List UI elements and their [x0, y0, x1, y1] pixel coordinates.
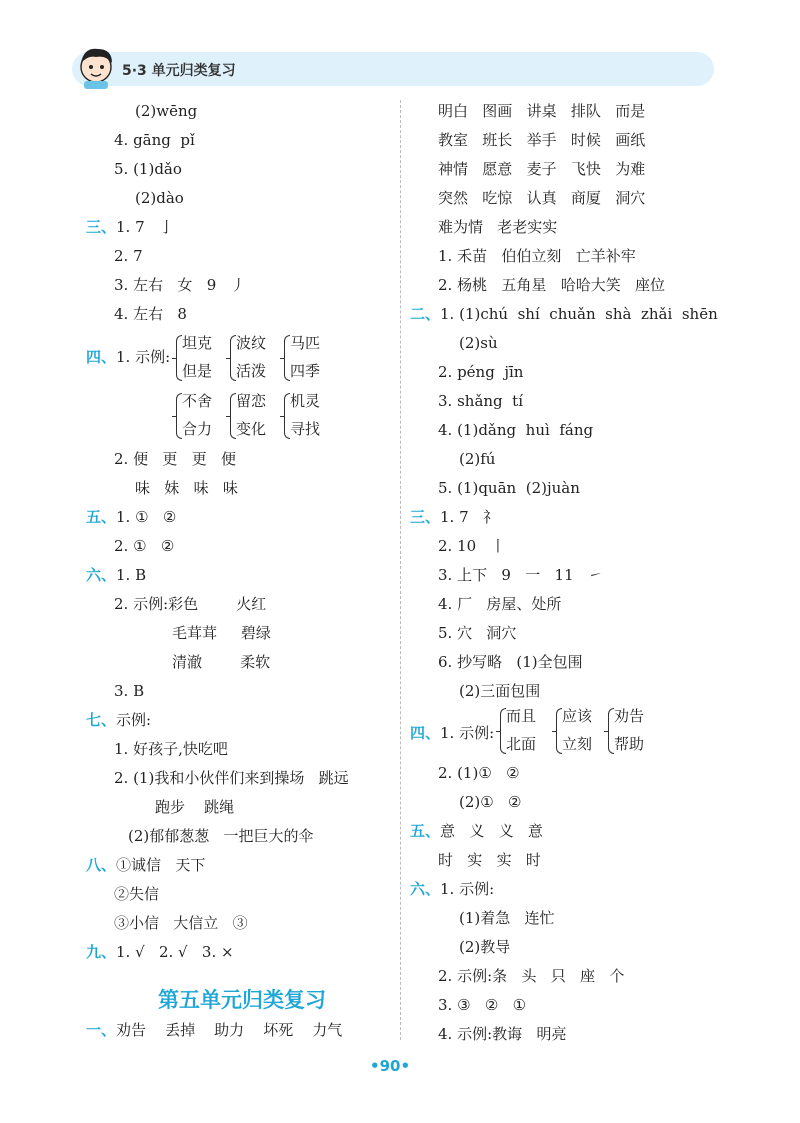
word: 寻找: [290, 420, 321, 438]
answer-line: 2. 示例:彩色 火红: [114, 595, 267, 613]
word: 立刻: [562, 735, 593, 753]
section-six: 六、1. B: [86, 566, 147, 584]
word: 坦克: [182, 334, 213, 352]
answer-line: (2)fú: [459, 450, 496, 468]
answer-line: 味 妹 味 味: [135, 479, 238, 497]
header-title: 5·3 单元归类复习: [122, 63, 236, 79]
section-marker: 八、: [86, 856, 117, 874]
answer-line: 5. 穴 洞穴: [438, 624, 517, 642]
word: 留恋: [236, 392, 267, 410]
word: 机灵: [290, 392, 321, 410]
word: 而且: [506, 707, 537, 725]
section-four: 四、1. 示例:: [410, 724, 495, 742]
answer-line: (2)dào: [135, 189, 184, 207]
section-three: 三、1. 7 礻: [410, 508, 498, 526]
answer-line: 5. (1)quān (2)juàn: [438, 479, 580, 497]
section-marker: 三、: [410, 508, 441, 526]
section-nine: 九、1. √ 2. √ 3. ×: [86, 943, 234, 961]
section-marker: 九、: [86, 943, 117, 961]
answer-line: 明白 图画 讲桌 排队 而是: [438, 102, 646, 120]
answer-line: 清澈 柔软: [172, 653, 271, 671]
section-one: 一、劝告 丢掉 助力 坏死 力气: [86, 1021, 343, 1039]
answer-line: 2. 示例:条 头 只 座 个: [438, 967, 625, 985]
unit-title: 第五单元归类复习: [158, 988, 326, 1012]
section-marker: 六、: [86, 566, 117, 584]
answer-line: 教室 班长 举手 时候 画纸: [438, 131, 646, 149]
answer-line: 2. 便 更 更 便: [114, 450, 236, 468]
section-marker: 三、: [86, 218, 117, 236]
section-marker: 四、: [86, 348, 117, 366]
word: 马匹: [290, 334, 321, 352]
section-marker: 一、: [86, 1021, 117, 1039]
section-three: 三、1. 7 亅: [86, 218, 174, 236]
answer-line: 2. péng jīn: [438, 363, 524, 381]
section-marker: 五、: [86, 508, 117, 526]
answer-line: ③小信 大信立 ③: [114, 914, 248, 932]
answer-line: 2. (1)我和小伙伴们来到操场 跳远: [114, 769, 349, 787]
answer-line: 神情 愿意 麦子 飞快 为难: [438, 160, 646, 178]
word: 不舍: [182, 392, 213, 410]
answer-line: 时 实 实 时: [438, 851, 541, 869]
answer-line: 3. 左右 女 9 丿: [114, 276, 246, 294]
answer-line: (2)教导: [459, 938, 511, 956]
word: 帮助: [614, 735, 645, 753]
answer-line: 6. 抄写略 (1)全包围: [438, 653, 583, 671]
answer-line: 2. 10 丨: [438, 537, 506, 555]
word: 合力: [182, 420, 213, 438]
answer-line: 4. (1)dǎng huì fáng: [438, 421, 594, 439]
word: 但是: [182, 362, 213, 380]
word: 活泼: [236, 362, 267, 380]
answer-line: (1)着急 连忙: [459, 909, 555, 927]
section-marker: 六、: [410, 880, 441, 898]
answer-line: 难为情 老老实实: [438, 218, 558, 236]
answer-line: 4. 厂 房屋、处所: [438, 595, 562, 613]
page-number: •90•: [370, 1057, 411, 1075]
section-marker: 七、: [86, 711, 117, 729]
section-marker: 五、: [410, 822, 441, 840]
answer-line: 2. ① ②: [114, 537, 175, 555]
answer-line: 2. 7: [114, 247, 143, 265]
answer-line: 4. gāng pǐ: [114, 131, 195, 149]
answer-line: (2)郁郁葱葱 一把巨大的伞: [128, 827, 314, 845]
word: 应该: [562, 707, 593, 725]
section-five: 五、意 义 义 意: [410, 822, 543, 840]
section-four: 四、1. 示例:: [86, 348, 171, 366]
column-divider: [400, 100, 401, 1040]
section-marker: 四、: [410, 724, 441, 742]
answer-line: 4. 示例:教诲 明亮: [438, 1025, 567, 1043]
answer-line: 1. 禾苗 伯伯立刻 亡羊补牢: [438, 247, 636, 265]
section-seven: 七、示例:: [86, 711, 152, 729]
answer-line: 3. B: [114, 682, 145, 700]
answer-line: 跑步 跳绳: [155, 798, 235, 816]
answer-line: (2)wēng: [135, 102, 198, 120]
word: 变化: [236, 420, 267, 438]
word: 波纹: [236, 334, 267, 352]
answer-line: 4. 左右 8: [114, 305, 187, 323]
answer-line: (2)sù: [459, 334, 498, 352]
answer-line: 毛茸茸 碧绿: [172, 624, 271, 642]
word: 劝告: [614, 707, 645, 725]
answer-line: 1. 好孩子,快吃吧: [114, 740, 228, 758]
answer-line: 3. 上下 9 一 11 ㇀: [438, 566, 603, 584]
answer-line: 3. shǎng tí: [438, 392, 524, 410]
answer-line: ②失信: [114, 885, 160, 903]
answer-line: 3. ③ ② ①: [438, 996, 527, 1014]
word: 北面: [506, 735, 537, 753]
answer-line: 5. (1)dǎo: [114, 160, 182, 178]
section-five: 五、1. ① ②: [86, 508, 177, 526]
section-marker: 二、: [410, 305, 441, 323]
section-two: 二、1. (1)chú shí chuǎn shà zhǎi shēn: [410, 305, 718, 323]
cartoon-boy-icon: [74, 43, 118, 89]
answer-line: (2)三面包围: [459, 682, 541, 700]
section-six: 六、1. 示例:: [410, 880, 495, 898]
answer-line: 2. 杨桃 五角星 哈哈大笑 座位: [438, 276, 665, 294]
section-eight: 八、①诚信 天下: [86, 856, 206, 874]
answer-line: (2)① ②: [459, 793, 522, 811]
answer-line: 突然 吃惊 认真 商厦 洞穴: [438, 189, 646, 207]
word: 四季: [290, 362, 321, 380]
answer-line: 2. (1)① ②: [438, 764, 520, 782]
